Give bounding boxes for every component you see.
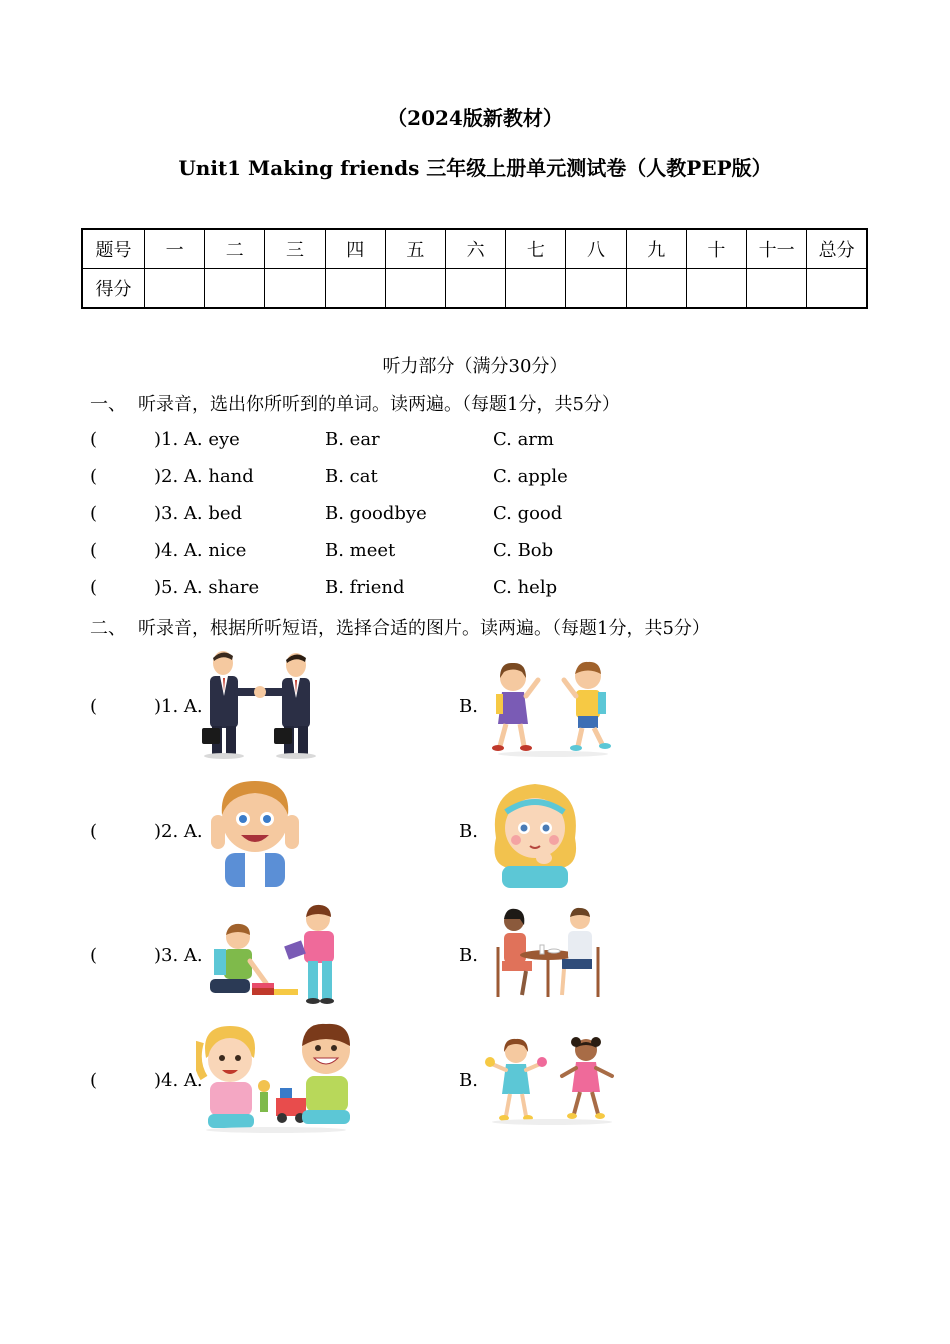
list-item: [90, 899, 850, 1011]
option-b: B. meet: [325, 540, 396, 561]
table-cell: 七: [506, 229, 566, 269]
table-cell: 五: [385, 229, 445, 269]
score-cell[interactable]: [205, 269, 265, 309]
score-cell[interactable]: [385, 269, 445, 309]
score-cell[interactable]: [325, 269, 385, 309]
option-b-label: B.: [459, 945, 478, 966]
part1-heading: [90, 390, 620, 416]
list-item: [90, 1022, 850, 1134]
score-cell[interactable]: [807, 269, 867, 309]
part2-heading: [90, 614, 710, 640]
option-a: )1. A. eye: [154, 429, 240, 450]
score-cell[interactable]: [506, 269, 566, 309]
table-cell: 题号: [82, 229, 145, 269]
option-b: B. friend: [325, 577, 405, 598]
listening-heading: 听力部分（满分30分）: [382, 356, 568, 377]
score-cell[interactable]: [566, 269, 626, 309]
table-cell: 十一: [747, 229, 807, 269]
kids-toys-icon[interactable]: [196, 1022, 356, 1134]
score-table-header-row: [82, 229, 867, 269]
option-b: B. cat: [325, 466, 378, 487]
score-cell[interactable]: [145, 269, 205, 309]
part2-number: 二、: [90, 618, 126, 639]
option-b: B. ear: [325, 429, 380, 450]
option-a-label: )2. A.: [154, 821, 203, 842]
list-item: [90, 775, 850, 887]
table-cell: 一: [145, 229, 205, 269]
option-a: )5. A. share: [154, 577, 260, 598]
option-a: )4. A. nice: [154, 540, 247, 561]
answer-blank[interactable]: (: [90, 821, 98, 842]
part1-number: 一、: [90, 394, 126, 415]
list-item: [90, 466, 790, 490]
answer-blank[interactable]: (: [90, 429, 98, 450]
option-a-label: )1. A.: [154, 696, 203, 717]
option-b: B. goodbye: [325, 503, 427, 524]
score-cell[interactable]: [747, 269, 807, 309]
score-cell[interactable]: [686, 269, 746, 309]
list-item: [90, 577, 790, 601]
option-c: C. apple: [493, 466, 568, 487]
score-table-score-row: [82, 269, 867, 309]
option-b-label: B.: [459, 821, 478, 842]
page-title: Unit1 Making friends 三年级上册单元测试卷（人教PEP版）: [178, 156, 772, 180]
table-cell: 十: [686, 229, 746, 269]
answer-blank[interactable]: (: [90, 540, 98, 561]
answer-blank[interactable]: (: [90, 577, 98, 598]
score-cell[interactable]: [446, 269, 506, 309]
table-cell: 三: [265, 229, 325, 269]
option-c: C. help: [493, 577, 558, 598]
table-cell: 八: [566, 229, 626, 269]
option-a-label: )4. A.: [154, 1070, 203, 1091]
part1-instruction: 听录音，选出你所听到的单词。读两遍。（每题1分，共5分）: [138, 394, 620, 415]
list-item: [90, 429, 790, 453]
table-cell: 二: [205, 229, 265, 269]
edition-label: （2024版新教材）: [387, 106, 563, 130]
answer-blank[interactable]: (: [90, 696, 98, 717]
table-cell: 四: [325, 229, 385, 269]
option-c: C. Bob: [493, 540, 554, 561]
list-item: [90, 503, 790, 527]
option-a-label: )3. A.: [154, 945, 203, 966]
score-table: [81, 228, 868, 309]
answer-blank[interactable]: (: [90, 503, 98, 524]
girl-thinking-icon[interactable]: [488, 778, 583, 888]
handshake-icon[interactable]: [198, 648, 323, 760]
answer-blank[interactable]: (: [90, 1070, 98, 1091]
table-cell: 总分: [807, 229, 867, 269]
answer-blank[interactable]: (: [90, 466, 98, 487]
option-c: C. good: [493, 503, 563, 524]
option-a: )2. A. hand: [154, 466, 254, 487]
kids-waving-icon[interactable]: [488, 658, 623, 758]
option-a: )3. A. bed: [154, 503, 243, 524]
table-cell: 六: [446, 229, 506, 269]
people-dining-icon[interactable]: [492, 907, 604, 1001]
part2-instruction: 听录音，根据所听短语，选择合适的图片。读两遍。（每题1分，共5分）: [138, 618, 710, 639]
table-cell: 九: [626, 229, 686, 269]
option-b-label: B.: [459, 696, 478, 717]
score-cell[interactable]: [626, 269, 686, 309]
list-item: [90, 540, 790, 564]
option-c: C. arm: [493, 429, 554, 450]
option-b-label: B.: [459, 1070, 478, 1091]
boy-ears-icon[interactable]: [205, 775, 305, 887]
kids-books-icon[interactable]: [200, 899, 350, 1007]
list-item: [90, 648, 850, 760]
girls-puppets-icon[interactable]: [482, 1034, 622, 1126]
answer-blank[interactable]: (: [90, 945, 98, 966]
table-cell: 得分: [82, 269, 145, 309]
score-cell[interactable]: [265, 269, 325, 309]
